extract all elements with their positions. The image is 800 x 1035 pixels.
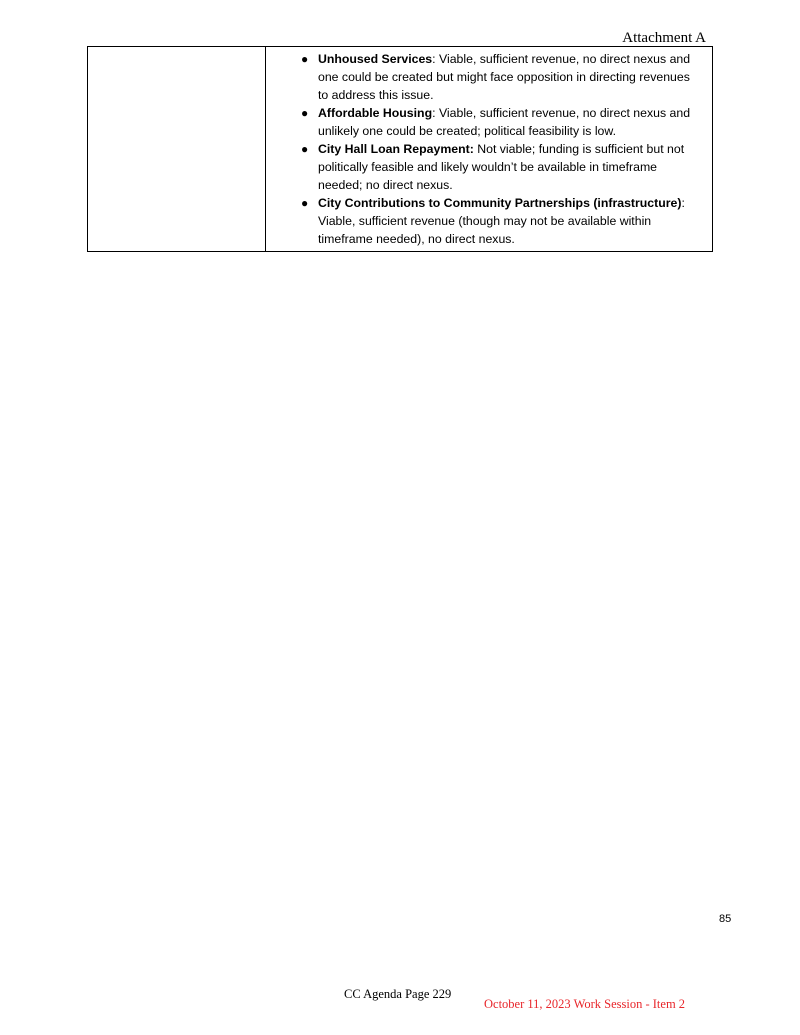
attachment-label: Attachment A	[622, 30, 706, 46]
list-item	[301, 50, 698, 104]
work-session-label: October 11, 2023 Work Session - Item 2	[484, 997, 686, 1011]
bullet-term: Affordable Housing	[318, 106, 433, 120]
document-table	[87, 46, 713, 252]
bullet-separator: :	[432, 106, 439, 120]
table-column-divider	[265, 47, 266, 251]
list-item	[301, 140, 698, 194]
bullet-list	[301, 50, 698, 248]
bullet-term: Unhoused Services	[318, 52, 433, 66]
bullet-icon: ●	[301, 52, 309, 66]
bullet-text: Not viable; funding is sufficient but not politically feasible and likely wouldn’t be available in timeframe needed; no direct nexus.	[318, 142, 685, 192]
list-item	[301, 104, 698, 140]
bullet-icon: ●	[301, 106, 309, 120]
bullet-term: City Hall Loan Repayment:	[318, 142, 474, 156]
bullet-separator: :	[681, 196, 685, 210]
list-item	[301, 194, 698, 248]
bullet-text: Viable, sufficient revenue, no direct nexus and one could be created but might face opposition in directing revenues to address this issue.	[318, 52, 691, 102]
agenda-page-label: CC Agenda Page 229	[344, 987, 452, 1001]
page-number: 85	[719, 913, 732, 925]
bullet-text: Viable, sufficient revenue (though may not be available within timeframe needed), no direct nexus.	[318, 214, 652, 246]
bullet-term: City Contributions to Community Partnerships (infrastructure)	[318, 196, 682, 210]
bullet-text: Viable, sufficient revenue, no direct nexus and unlikely one could be created; political feasibility is low.	[318, 106, 691, 138]
bullet-icon: ●	[301, 142, 309, 156]
bullet-icon: ●	[301, 196, 309, 210]
bullet-separator: :	[432, 52, 439, 66]
